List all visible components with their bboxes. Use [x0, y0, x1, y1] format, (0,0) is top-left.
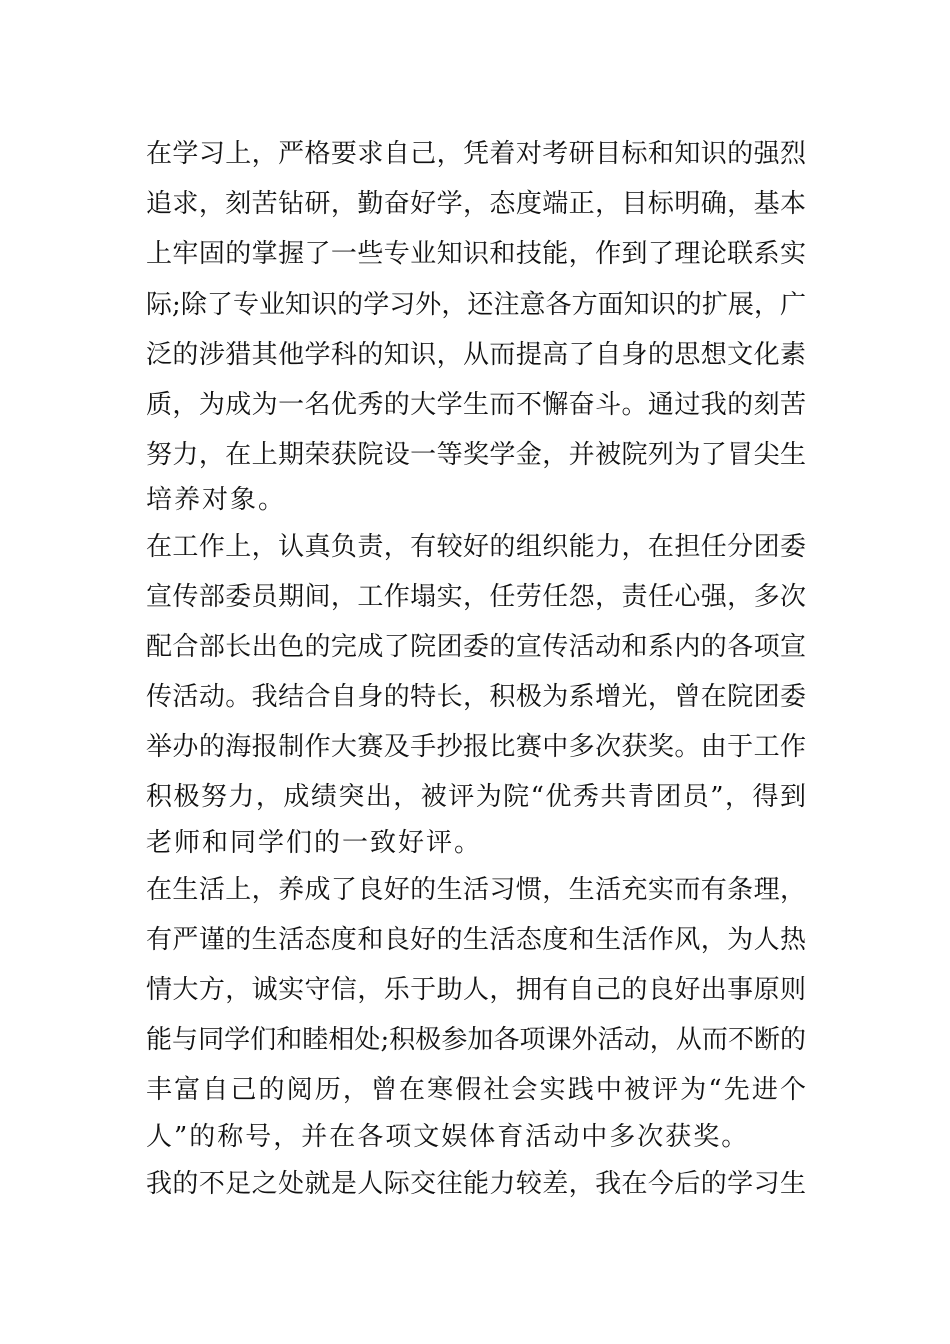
text-line: 积极努力，成绩突出，被评为院“优秀共青团员”，得到	[146, 782, 806, 812]
text-line: 际;除了专业知识的学习外，还注意各方面知识的扩展，广	[146, 290, 806, 320]
text-line: 质，为成为一名优秀的大学生而不懈奋斗。通过我的刻苦	[146, 390, 806, 420]
text-line: 在生活上，养成了良好的生活习惯，生活充实而有条理，	[146, 875, 806, 905]
text-line: 努力，在上期荣获院设一等奖学金，并被院列为了冒尖生	[146, 440, 806, 470]
text-line: 培养对象。	[146, 485, 287, 515]
text-line: 举办的海报制作大赛及手抄报比赛中多次获奖。由于工作	[146, 732, 806, 762]
text-line: 有严谨的生活态度和良好的生活态度和生活作风，为人热	[146, 925, 806, 955]
text-line: 丰富自己的阅历，曾在寒假社会实践中被评为“先进个	[146, 1075, 806, 1105]
text-line: 配合部长出色的完成了院团委的宣传活动和系内的各项宣	[146, 632, 806, 662]
text-line: 我的不足之处就是人际交往能力较差，我在今后的学习生	[146, 1169, 806, 1199]
text-line: 能与同学们和睦相处;积极参加各项课外活动，从而不断的	[146, 1025, 806, 1055]
text-line: 宣传部委员期间，工作塌实，任劳任怨，责任心强，多次	[146, 582, 806, 612]
text-line: 泛的涉猎其他学科的知识，从而提高了自身的思想文化素	[146, 340, 806, 370]
text-line: 在工作上，认真负责，有较好的组织能力，在担任分团委	[146, 532, 806, 562]
text-line: 传活动。我结合自身的特长，积极为系增光，曾在院团委	[146, 682, 806, 712]
text-line: 上牢固的掌握了一些专业知识和技能，作到了理论联系实	[146, 239, 806, 269]
text-line: 人”的称号，并在各项文娱体育活动中多次获奖。	[146, 1122, 750, 1152]
text-line: 情大方，诚实守信，乐于助人，拥有自己的良好出事原则	[146, 975, 806, 1005]
text-line: 在学习上，严格要求自己，凭着对考研目标和知识的强烈	[146, 139, 806, 169]
text-line: 追求，刻苦钻研，勤奋好学，态度端正，目标明确，基本	[146, 189, 806, 219]
text-line: 老师和同学们的一致好评。	[146, 828, 483, 858]
